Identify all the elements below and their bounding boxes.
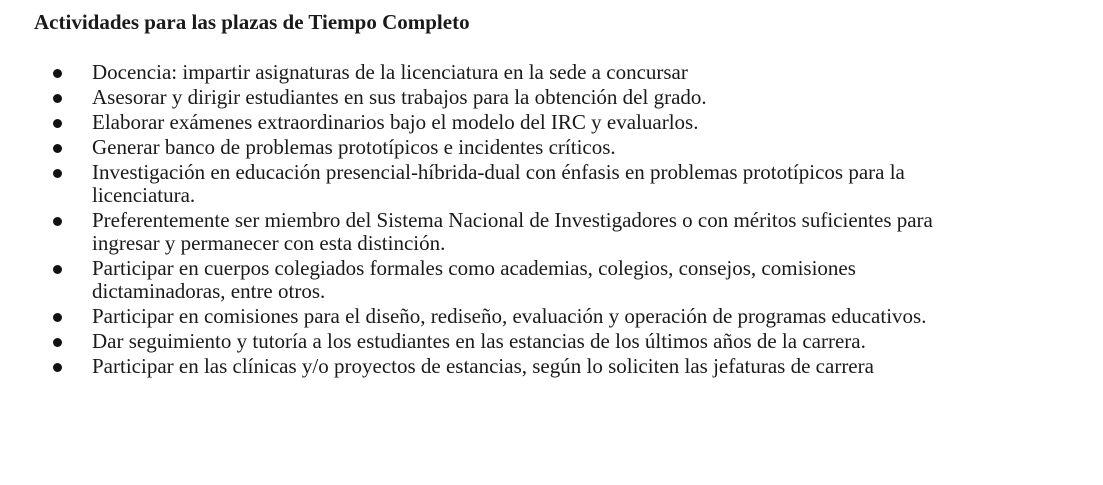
list-item-text [92,305,1092,328]
list-item-text [92,209,1092,255]
list-item-text [92,257,1092,303]
bullet-icon [53,363,62,372]
bullet-icon [53,144,62,153]
bullet-icon [53,119,62,128]
list-item-line: Participar en comisiones para el diseño, rediseño, evaluación y operación de programas educativos. [92,304,927,328]
bullet-icon [53,169,62,178]
list-item-line: Docencia: impartir asignaturas de la licenciatura en la sede a concursar [92,60,688,84]
list-item-text [92,161,1092,207]
list-item [0,257,1103,303]
list-item-line: Participar en las clínicas y/o proyectos de estancias, según lo soliciten las jefaturas de carrera [92,354,874,378]
bullet-icon [53,313,62,322]
list-item-line: ingresar y permanecer con esta distinción. [92,231,446,255]
list-item-text [92,61,1092,84]
list-item-text [92,355,1092,378]
list-item-line: Preferentemente ser miembro del Sistema Nacional de Investigadores o con méritos suficientes para [92,208,933,232]
list-item-line: licenciatura. [92,183,196,207]
list-item-text [92,86,1092,109]
bullet-icon [53,265,62,274]
list-item [0,161,1103,207]
list-item [0,111,1103,134]
list-item [0,86,1103,109]
list-item [0,61,1103,84]
page-title: Actividades para las plazas de Tiempo Completo [34,10,470,34]
list-item-line: Dar seguimiento y tutoría a los estudiantes en las estancias de los últimos años de la carrera. [92,329,866,353]
bullet-icon [53,94,62,103]
list-item [0,209,1103,255]
list-item-line: Generar banco de problemas prototípicos e incidentes críticos. [92,135,616,159]
bullet-icon [53,338,62,347]
activities-list [0,61,1103,380]
list-item [0,355,1103,378]
list-item-text [92,330,1092,353]
list-item-line: Participar en cuerpos colegiados formales como academias, colegios, consejos, comisiones [92,256,856,280]
list-item [0,136,1103,159]
list-item [0,330,1103,353]
list-item-line: Investigación en educación presencial-híbrida-dual con énfasis en problemas prototípicos para la [92,160,905,184]
list-item-text [92,111,1092,134]
list-item [0,305,1103,328]
list-item-line: Elaborar exámenes extraordinarios bajo el modelo del IRC y evaluarlos. [92,110,699,134]
list-item-line: Asesorar y dirigir estudiantes en sus trabajos para la obtención del grado. [92,85,707,109]
list-item-line: dictaminadoras, entre otros. [92,279,326,303]
bullet-icon [53,217,62,226]
list-item-text [92,136,1092,159]
bullet-icon [53,69,62,78]
